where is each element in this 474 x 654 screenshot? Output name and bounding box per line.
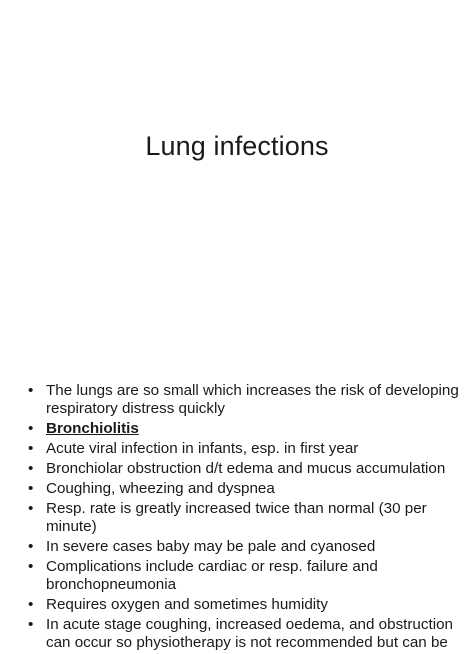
bullet-item: [28, 538, 462, 556]
bullet-item: [28, 558, 462, 594]
slide-title: Lung infections: [145, 131, 329, 161]
bullet-dot: •: [28, 558, 34, 575]
bullet-item: [28, 382, 462, 418]
bullet-dot: •: [28, 538, 34, 555]
bullet-text: Requires oxygen and sometimes humidity: [46, 596, 328, 613]
bullet-text: Acute viral infection in infants, esp. in first year: [46, 440, 359, 457]
bullet-dot: •: [28, 382, 34, 399]
content-slide: [0, 378, 474, 651]
bullet-item: [28, 616, 462, 652]
bullet-item: [28, 440, 462, 458]
bullet-text: Resp. rate is greatly increased twice than normal (30 per minute): [46, 500, 427, 535]
bullet-text: In acute stage coughing, increased oedema, and obstruction can occur so physiotherapy is not recommended but can be: [46, 616, 453, 651]
bullet-text: Coughing, wheezing and dyspnea: [46, 480, 275, 497]
bullet-item: [28, 500, 462, 536]
bullet-item: [28, 480, 462, 498]
bullet-dot: •: [28, 596, 34, 613]
bullet-dot: •: [28, 480, 34, 497]
bullet-dot: •: [28, 440, 34, 457]
bullet-dot: •: [28, 420, 34, 437]
bullet-item-heading: [28, 420, 462, 438]
bullet-text: Bronchiolar obstruction d/t edema and mucus accumulation: [46, 460, 446, 477]
bullet-dot: •: [28, 500, 34, 517]
bullet-dot: •: [28, 616, 34, 633]
bullet-item: [28, 460, 462, 478]
bullet-text: The lungs are so small which increases the risk of developing respiratory distress quickly: [46, 382, 459, 417]
bullet-list: [28, 382, 468, 654]
bullet-text: In severe cases baby may be pale and cyanosed: [46, 538, 376, 555]
bullet-item: [28, 596, 462, 614]
bullet-dot: •: [28, 460, 34, 477]
bullet-text: Complications include cardiac or resp. failure and bronchopneumonia: [46, 558, 378, 593]
bullet-heading-text: Bronchiolitis: [46, 420, 139, 437]
